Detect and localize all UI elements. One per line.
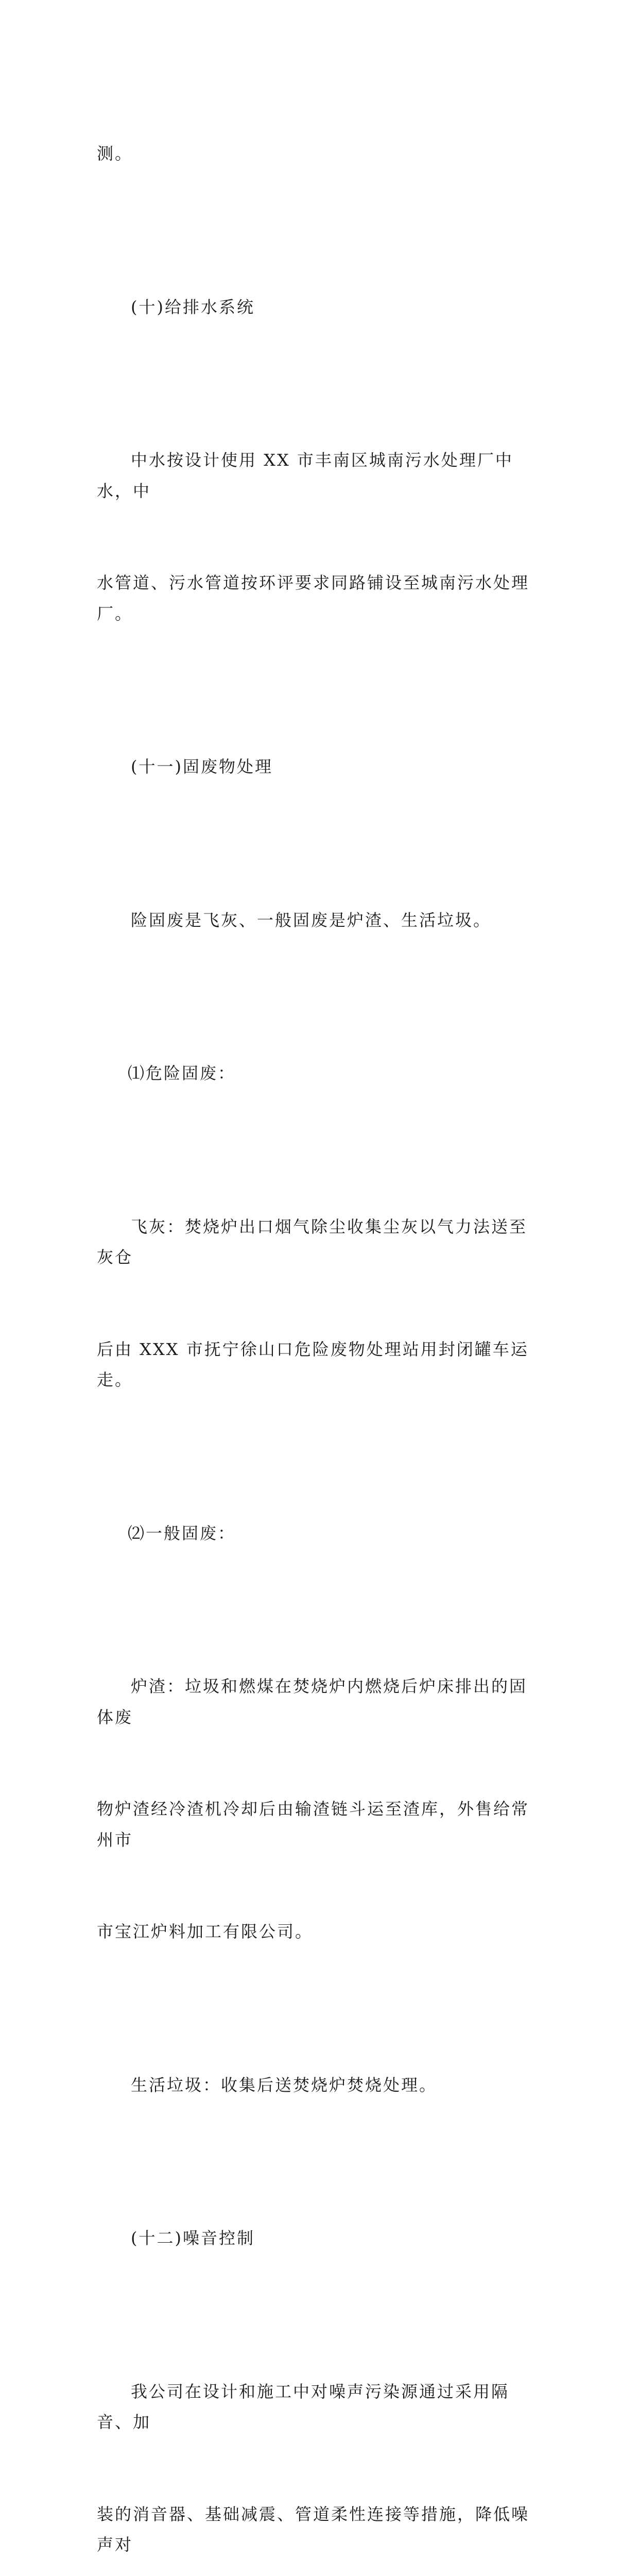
text-line: 物炉渣经冷渣机冷却后由输渣链斗运至渣库，外售给常州市 [97, 1794, 543, 1855]
paragraph-noise-measures [97, 2315, 543, 2576]
text-line: (十)给排水系统 [97, 292, 543, 323]
text-line: 装的消音器、基础减震、管道柔性连接等措施，降低噪声对 [97, 2499, 543, 2561]
text-line: ⑴危险固废： [97, 1058, 543, 1089]
paragraph-fly-ash [97, 1150, 543, 1457]
subheading-general-waste [97, 1457, 543, 1611]
section-heading-solid-waste [97, 690, 543, 844]
text-line: 测。 [97, 139, 543, 170]
paragraph-continuation [97, 77, 543, 231]
text-line: 市宝江炉料加工有限公司。 [97, 1917, 543, 1947]
subheading-hazardous-waste [97, 997, 543, 1150]
document-page [0, 0, 639, 904]
section-heading-water-system [97, 231, 543, 384]
text-line: ⑵一般固废： [97, 1518, 543, 1549]
text-line: 中水按设计使用 XX 市丰南区城南污水处理厂中水，中 [97, 445, 543, 506]
text-line: (十一)固废物处理 [97, 752, 543, 783]
text-line: 我公司在设计和施工中对噪声污染源通过采用隔音、加 [97, 2377, 543, 2438]
paragraph-slag [97, 1610, 543, 2009]
text-line: 生活垃圾：收集后送焚烧炉焚烧处理。 [97, 2070, 543, 2101]
document-body [97, 77, 543, 2576]
text-line: (十二)噪音控制 [97, 2223, 543, 2254]
text-line: 险固废是飞灰、一般固废是炉渣、生活垃圾。 [97, 905, 543, 936]
text-line: 后由 XXX 市抚宁徐山口危险废物处理站用封闭罐车运走。 [97, 1334, 543, 1396]
text-line: 水管道、污水管道按环评要求同路铺设至城南污水处理厂。 [97, 568, 543, 629]
section-heading-noise-control [97, 2162, 543, 2315]
paragraph-reclaimed-water [97, 384, 543, 690]
paragraph-household-garbage [97, 2009, 543, 2162]
text-line: 飞灰：焚烧炉出口烟气除尘收集尘灰以气力法送至灰仓 [97, 1212, 543, 1273]
text-line: 炉渣：垃圾和燃煤在焚烧炉内燃烧后炉床排出的固体废 [97, 1671, 543, 1733]
paragraph-waste-types [97, 844, 543, 997]
